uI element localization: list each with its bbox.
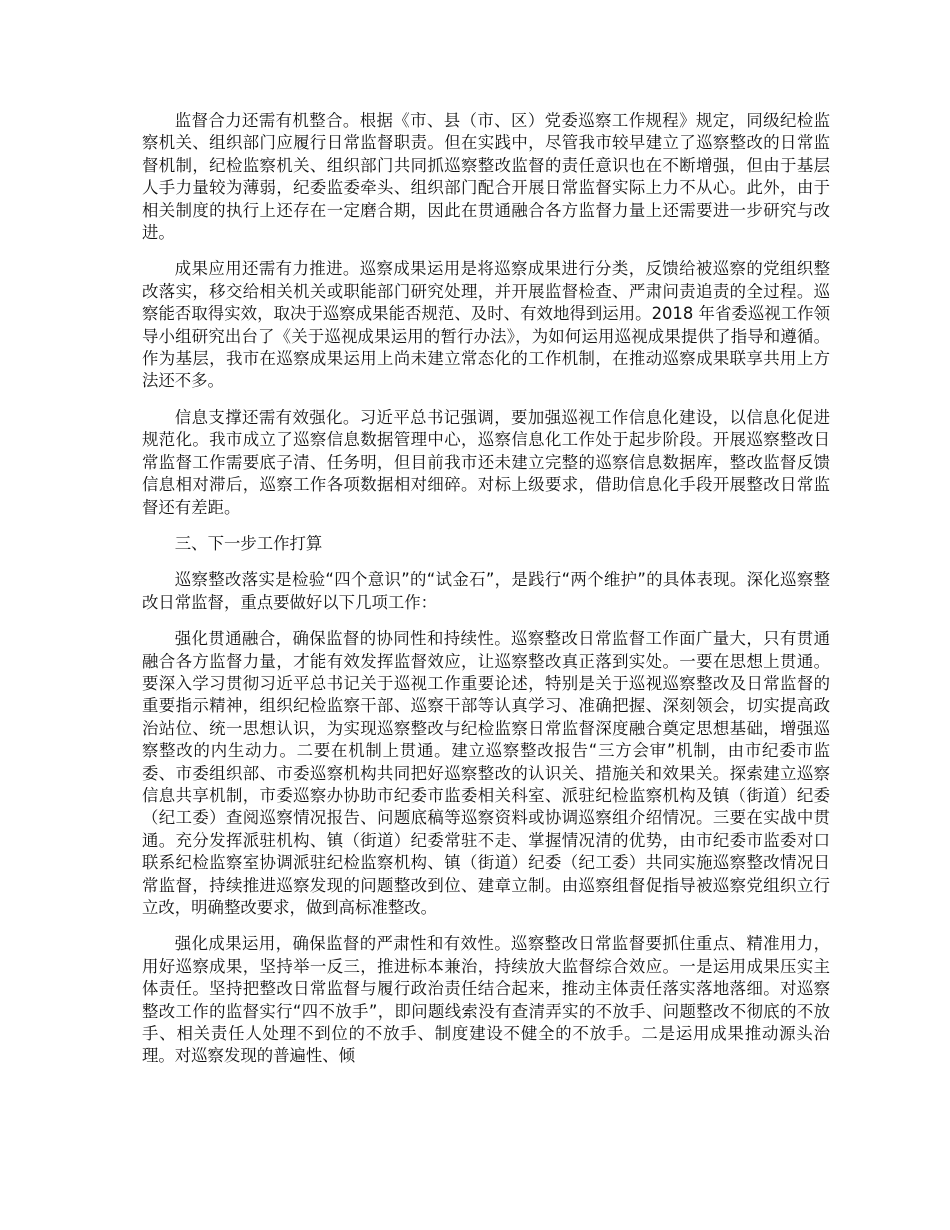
section-heading-next-steps: 三、下一步工作打算 xyxy=(174,533,323,553)
paragraph-strengthen-results: 强化成果运用，确保监督的严肃性和有效性。巡察整改日常监督要抓住重点、精准用力，用好巡察成果，坚持举一反三，推进标本兼治，持续放大监督综合效应。一是运用成果压实主体责任。坚持把整改日常监督与履行政治责任结合起来，推动主体责任落实落地落细。对巡察整改工作的监督实行“四不放手”，即问题线索没有查清弄实的不放手、问题整改不彻底的不放手、相关责任人处理不到位的不放手、制度建设不健全的不放手。二是运用成果推动源头治理。对巡察发现的普遍性、倾 xyxy=(142,934,830,1066)
paragraph-results-application: 成果应用还需有力推进。巡察成果运用是将巡察成果进行分类，反馈给被巡察的党组织整改落实，移交给相关机关或职能部门研究处理，并开展监督检查、严肃问责追责的全过程。巡察能否取得实效，取决于巡察成果能否规范、及时、有效地得到运用。2018 年省委巡视工作领导小组研究出台了《关于巡视成果运用的暂行办法》，为如何运用巡视成果提供了指导和遵循。作为基层，我市在巡察成果运用上尚未建立常态化的工作机制，在推动巡察成果联享共用上方法还不多。 xyxy=(142,259,830,391)
paragraph-information-support: 信息支撑还需有效强化。习近平总书记强调，要加强巡视工作信息化建设，以信息化促进规范化。我市成立了巡察信息数据管理中心，巡察信息化工作处于起步阶段。开展巡察整改日常监督工作需要底子清、任务明，但目前我市还未建立完整的巡察信息数据库，整改监督反馈信息相对滞后，巡察工作各项数据相对细碎。对标上级要求，借助信息化手段开展整改日常监督还有差距。 xyxy=(142,407,830,517)
paragraph-supervision-integration: 监督合力还需有机整合。根据《市、县（市、区）党委巡察工作规程》规定，同级纪检监察机关、组织部门应履行日常监督职责。但在实践中，尽管我市较早建立了巡察整改的日常监督机制，纪检监察机关、组织部门共同抓巡察整改监督的责任意识也在不断增强，但由于基层人手力量较为薄弱，纪委监委牵头、组织部门配合开展日常监督实际上力不从心。此外，由于相关制度的执行上还存在一定磨合期，因此在贯通融合各方监督力量上还需要进一步研究与改进。 xyxy=(142,111,830,243)
paragraph-next-steps-intro: 巡察整改落实是检验“四个意识”的“试金石”，是践行“两个维护”的具体表现。深化巡察整改日常监督，重点要做好以下几项工作： xyxy=(142,570,830,612)
paragraph-strengthen-integration: 强化贯通融合，确保监督的协同性和持续性。巡察整改日常监督工作面广量大，只有贯通融合各方监督力量，才能有效发挥监督效应，让巡察整改真正落到实处。一要在思想上贯通。要深入学习贯彻习近平总书记关于巡视工作重要论述，特别是关于巡视巡察整改及日常监督的重要指示精神，组织纪检监察干部、巡察干部等认真学习、准确把握、深刻领会，切实提高政治站位、统一思想认识，为实现巡察整改与纪检监察日常监督深度融合奠定思想基础，增强巡察整改的内生动力。二要在机制上贯通。建立巡察整改报告“三方会审”机制，由市纪委市监委、市委组织部、市委巡察机构共同把好巡察整改的认识关、措施关和效果关。探索建立巡察信息共享机制，市委巡察办协助市纪委市监委相关科室、派驻纪检监察机构及镇（街道）纪委（纪工委）查阅巡察情况报告、问题底稿等巡察资料或协调巡察组介绍情况。三要在实战中贯通。充分发挥派驻机构、镇（街道）纪委常驻不走、掌握情况清的优势，由市纪委市监委对口联系纪检监察室协调派驻纪检监察机构、镇（街道）纪委（纪工委）共同实施巡察整改情况日常监督，持续推进巡察发现的问题整改到位、建章立制。由巡察组督促指导被巡察党组织立行立改，明确整改要求，做到高标准整改。 xyxy=(142,629,830,917)
document-body xyxy=(142,110,830,1082)
